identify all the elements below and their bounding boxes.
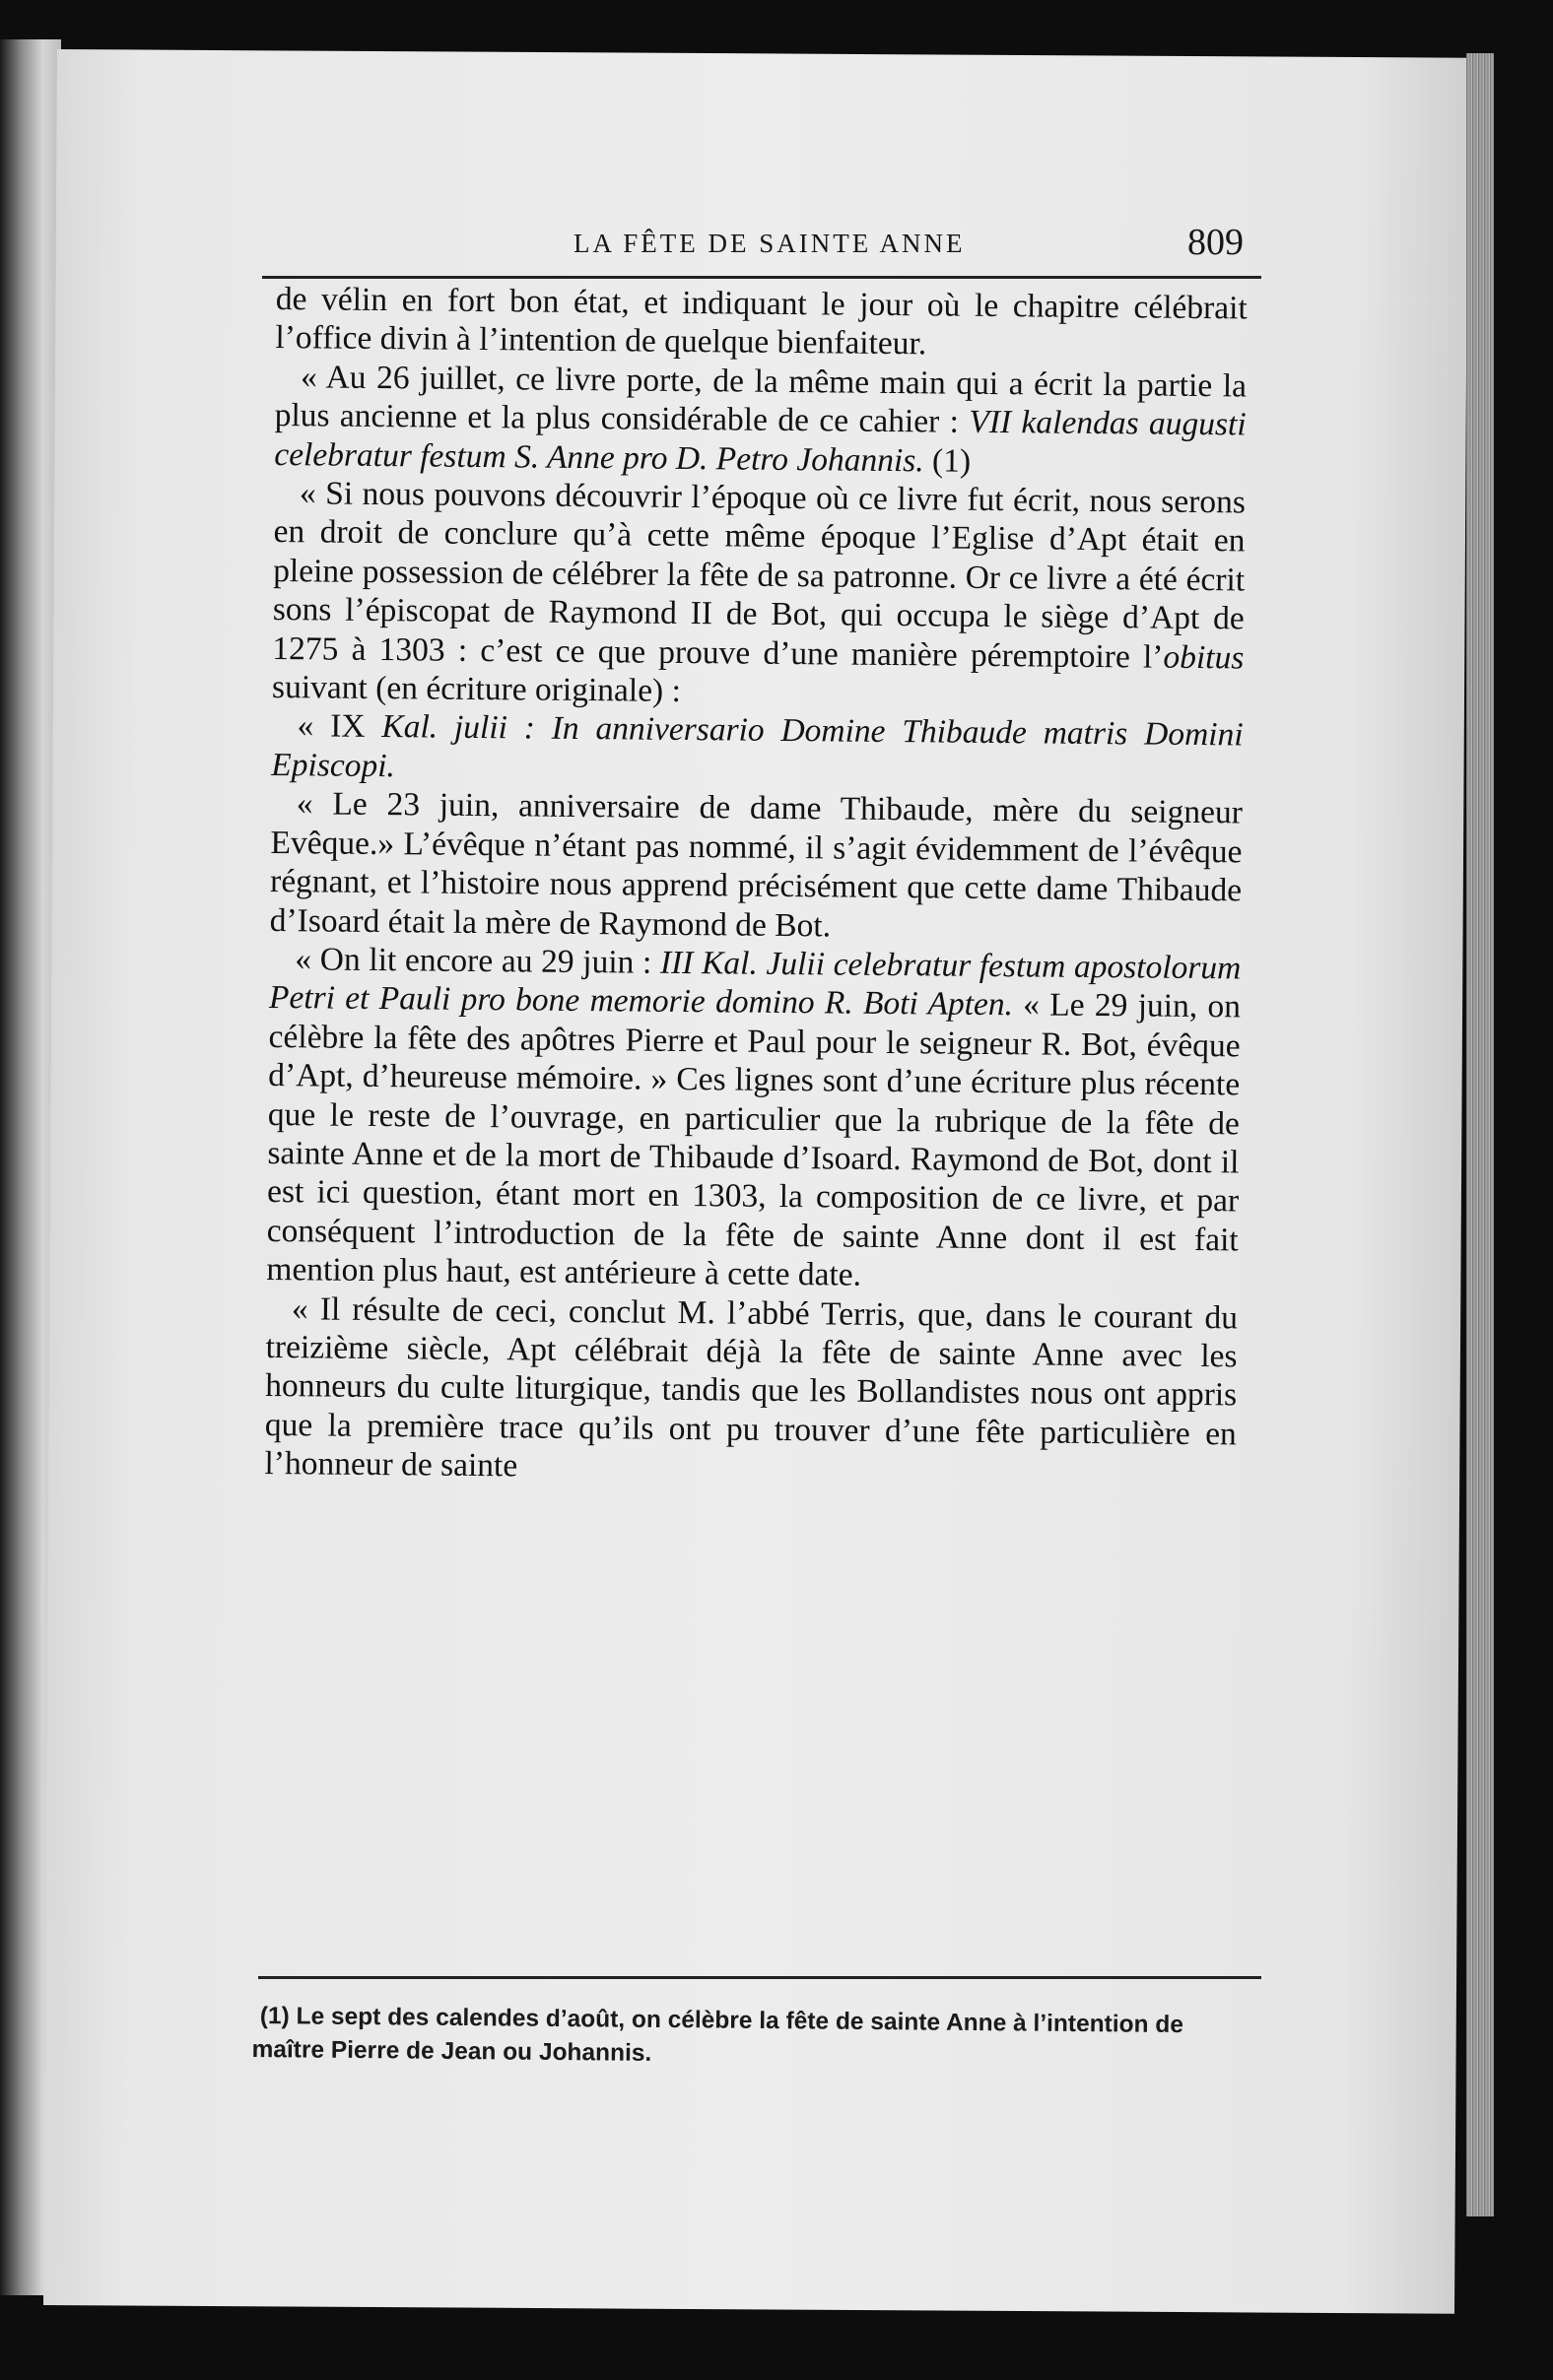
body-text [264, 280, 1248, 1492]
paragraph-6 [266, 940, 1241, 1298]
paragraph-5: « Le 23 juin, anniversaire de dame Thibaude, mère du seigneur Evêque.» L’évêque n’étant pas nommé, il s’agit évidemment de l’évêque régnant, et l’histoire nous apprend précisément que cette dame Thibaude d’Isoard était la mère de Raymond de Bot. [269, 785, 1244, 944]
footnote-ref: (1) [923, 441, 972, 480]
paragraph-7: « Il résulte de ceci, conclut M. l’abbé Terris, que, dans le courant du treizième siècle, Apt célébrait déjà la fête de sainte Anne avec les honneurs du culte liturgique, tandis que les Bollandistes nous ont appris que la première trace qu’ils ont pu trouver d’une fête particulière en l’honneur de sainte [264, 1289, 1239, 1485]
footnote-rule [258, 1976, 1261, 1979]
paragraph-4-open: « IX [297, 707, 382, 746]
paragraph-3-close: suivant (en écriture originale) : [271, 669, 682, 710]
latin-quote-1: VII kalendas augusti celebratur festum S. Anne pro D. Petro Johannis. [274, 403, 1247, 479]
paragraph-1: de vélin en fort bon état, et indiquant le jour où le chapitre célébrait l’office divin à l’intention de quelque bienfaiteur. [275, 280, 1248, 363]
footnote-text: (1) Le sept des calendes d’août, on célèbre la fête de sainte Anne à l’intention de maître Pierre de Jean ou Johannis. [251, 2003, 1184, 2067]
paragraph-3 [272, 474, 1246, 716]
paragraph-2-text: « Au 26 juillet, ce livre porte, de la même main qui a écrit la partie la plus ancienne et la plus considérable de ce cahier : [274, 359, 1248, 440]
paragraph-3-text: « Si nous pouvons découvrir l’époque où ce livre fut écrit, nous serons en droit de conclure qu’à cette même époque l’Eglise d’Apt était en pleine possession de célébrer la fête de sa patronne. Or ce livre a été écrit sons l’épiscopat de Raymond II de Bot, qui occupa le siège d’Apt de 1275 à 1303 : c’est ce que prouve d’une manière péremptoire l’ [272, 475, 1247, 676]
latin-quote-3: III Kal. Julii celebratur festum apostolorum Petri et Pauli pro bone memorie domino R. Boti Apten. [268, 944, 1242, 1024]
paragraph-4 [271, 706, 1244, 793]
obitus-term: obitus [1163, 638, 1245, 677]
paragraph-6-open: « On lit encore au 29 juin : [295, 941, 661, 981]
header-rule [262, 276, 1261, 279]
paragraph-2 [274, 358, 1247, 484]
page-number: 809 [1187, 222, 1244, 263]
running-title: LA FÊTE DE SAINTE ANNE [574, 229, 966, 258]
footnote [251, 2000, 1248, 2077]
running-head [227, 219, 1251, 268]
latin-quote-2: Kal. julii : In anniversario Domine Thibaude matris Domini Episcopi. [271, 708, 1244, 785]
paragraph-6-text: « Le 29 juin, on célèbre la fête des apôtres Pierre et Paul pour le seigneur R. Bot, évêque d’Apt, d’heureuse mémoire. » Ces lignes sont d’une écriture plus récente que le reste de l’ouvrage, en particulier que la rubrique de la fête de sainte Anne et de la mort de Thibaude d’Isoard. Raymond de Bot, dont il est ici question, étant mort en 1303, la composition de ce livre, et par conséquent l’introduction de la fête de sainte Anne dont il est fait mention plus haut, est antérieure à cette date. [266, 986, 1242, 1293]
page-stack-edge [1466, 53, 1494, 2216]
